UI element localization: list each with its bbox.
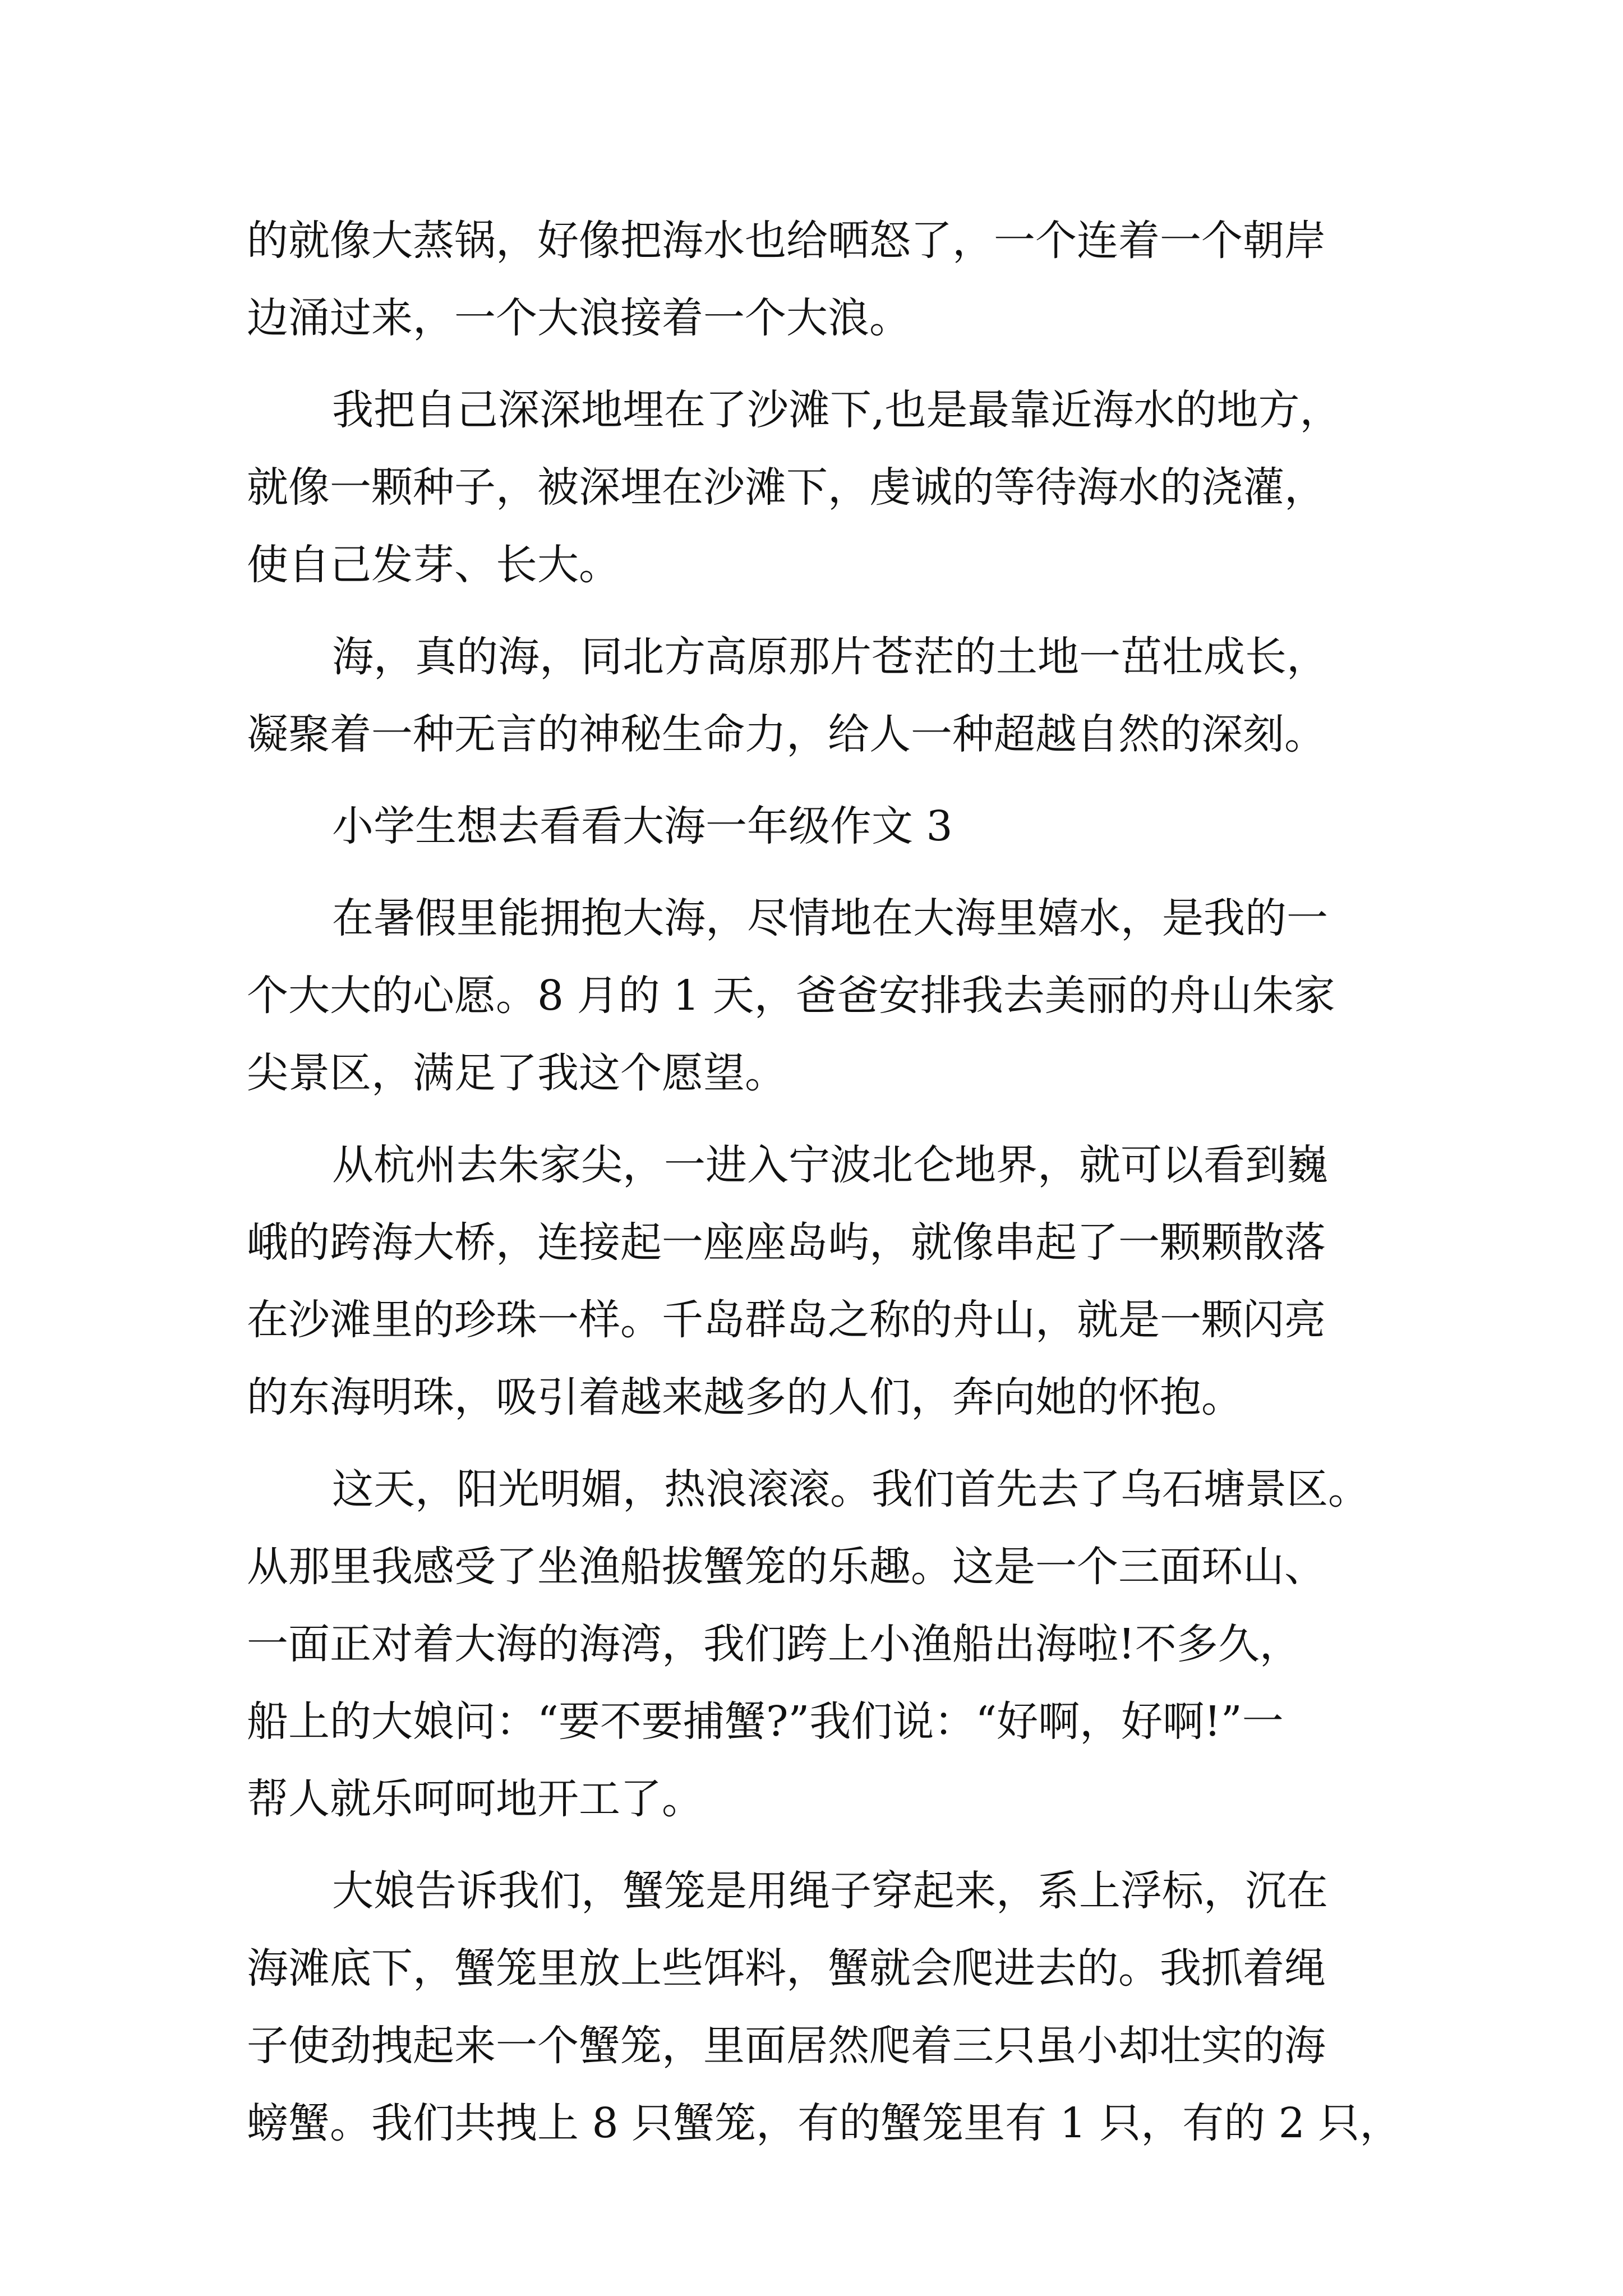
- paragraph-first-line: 这天，阳光明媚，热浪滚滚。我们首先去了乌石塘景区。: [332, 1465, 1370, 1513]
- text-line: 使自己发芽、长大。: [247, 541, 620, 589]
- paragraph-gap: [247, 357, 1424, 371]
- text-line: 子使劲拽起来一个蟹笼，里面居然爬着三只虽小却壮实的海: [247, 2022, 1326, 2070]
- paragraph-first-line: 在暑假里能拥抱大海，尽情地在大海里嬉水，是我的一: [332, 894, 1328, 942]
- paragraph-gap: [247, 604, 1424, 618]
- text-line: 个大大的心愿。8 月的 1 天，爸爸安排我去美丽的舟山朱家: [247, 972, 1335, 1020]
- paragraph-gap: [247, 1838, 1424, 1852]
- paragraph-gap: [247, 773, 1424, 788]
- document-body: [247, 202, 1424, 2162]
- text-line: 峨的跨海大桥，连接起一座座岛屿，就像串起了一颗颗散落: [247, 1218, 1326, 1267]
- paragraph-first-line: 大娘告诉我们，蟹笼是用绳子穿起来，系上浮标，沉在: [332, 1867, 1328, 1915]
- paragraph-gap: [247, 865, 1424, 880]
- text-line: 就像一颗种子，被深埋在沙滩下，虔诚的等待海水的浇灌，: [247, 463, 1326, 512]
- text-line: 船上的大娘问：“要不要捕蟹?”我们说：“好啊，好啊!”一: [247, 1697, 1284, 1746]
- text-line: 边涌过来，一个大浪接着一个大浪。: [247, 294, 911, 342]
- text-line: 螃蟹。我们共拽上 8 只蟹笼，有的蟹笼里有 1 只，有的 2 只，: [247, 2099, 1401, 2147]
- text-line: 的东海明珠，吸引着越来越多的人们，奔向她的怀抱。: [247, 1373, 1243, 1421]
- text-line: 的就像大蒸锅，好像把海水也给晒怒了，一个连着一个朝岸: [247, 217, 1326, 265]
- text-line: 海滩底下，蟹笼里放上些饵料，蟹就会爬进去的。我抓着绳: [247, 1944, 1326, 1993]
- paragraph-first-line: 我把自己深深地埋在了沙滩下,也是最靠近海水的地方，: [332, 386, 1341, 434]
- paragraph-gap: [247, 1436, 1424, 1451]
- paragraph-first-line: 海，真的海，同北方高原那片苍茫的土地一茁壮成长，: [332, 633, 1328, 681]
- text-line: 在沙滩里的珍珠一样。千岛群岛之称的舟山，就是一颗闪亮: [247, 1296, 1326, 1344]
- text-line: 一面正对着大海的海湾，我们跨上小渔船出海啦!不多久，: [247, 1620, 1301, 1668]
- text-line: 帮人就乐呵呵地开工了。: [247, 1775, 703, 1823]
- text-line: 凝聚着一种无言的神秘生命力，给人一种超越自然的深刻。: [247, 710, 1326, 758]
- paragraph-first-line: 从杭州去朱家尖，一进入宁波北仑地界，就可以看到巍: [332, 1141, 1328, 1189]
- paragraph-gap: [247, 1112, 1424, 1126]
- text-line: 从那里我感受了坐渔船拔蟹笼的乐趣。这是一个三面环山、: [247, 1543, 1326, 1591]
- paragraph-first-line: 小学生想去看看大海一年级作文 3: [332, 802, 953, 850]
- text-line: 尖景区，满足了我这个愿望。: [247, 1049, 786, 1097]
